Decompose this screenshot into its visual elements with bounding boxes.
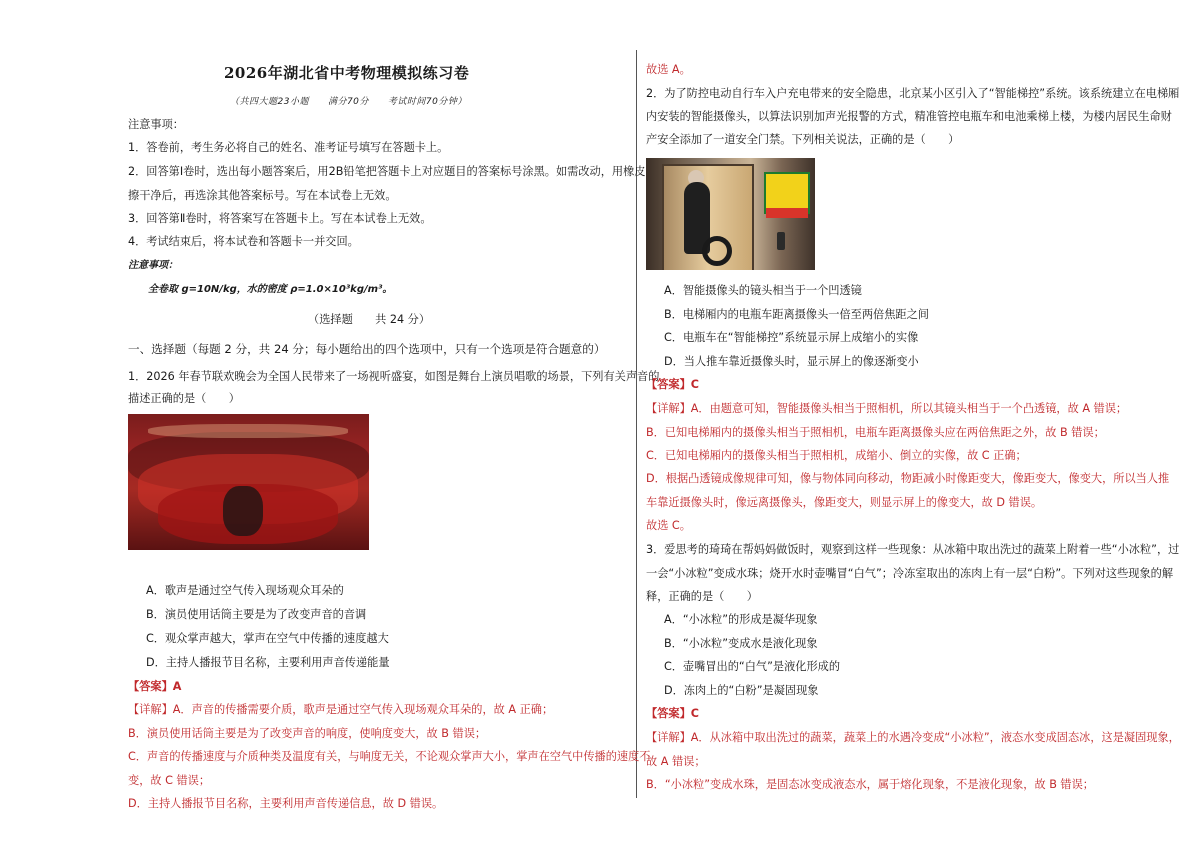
stage-photo: [128, 414, 369, 550]
q1-option-c: C．观众掌声越大，掌声在空气中传播的速度越大: [146, 632, 389, 645]
q2-detail-c: C．已知电梯厢内的摄像头相当于照相机，成缩小、倒立的实像，故 C 正确；: [646, 449, 1027, 462]
q3-option-c: C．壶嘴冒出的“白气”是液化形成的: [664, 660, 841, 673]
q3-detail-b: B．“小冰粒”变成水珠，是固态冰变成液态水，属于熔化现象，不是液化现象，故 B 错误；: [646, 778, 1094, 791]
q3-option-d: D．冻肉上的“白粉”是凝固现象: [664, 684, 819, 697]
section-header: （选择题 共 24 分）: [308, 313, 431, 326]
q1-option-d: D．主持人播报节目名称，主要利用声音传递能量: [146, 656, 390, 669]
q1-detail-b: B．演员使用话筒主要是为了改变声音的响度，使响度变大，故 B 错误；: [128, 727, 487, 740]
q2-option-d: D．当人推车靠近摄像头时，显示屏上的像逐渐变小: [664, 355, 919, 368]
q2-detail-b: B．已知电梯厢内的摄像头相当于照相机，电瓶车距离摄像头应在两倍焦距之外，故 B 错误；: [646, 426, 1105, 439]
q1-conclusion: 故选 A。: [646, 63, 691, 76]
note-2: 2．回答第Ⅰ卷时，选出每小题答案后，用2B铅笔把答题卡上对应题目的答案标号涂黑。如需改动，用橡皮: [128, 165, 646, 178]
q1-stem-line1: 1．2026 年春节联欢晚会为全国人民带来了一场视听盛宴，如图是舞台上演员唱歌的场景，下列有关声音的: [128, 370, 660, 383]
q1-option-a: A．歌声是通过空气传入现场观众耳朵的: [146, 584, 344, 597]
q1-detail-d: D．主持人播报节目名称，主要利用声音传递信息，故 D 错误。: [128, 797, 444, 810]
notes2-heading: 注意事项：: [128, 260, 178, 271]
q1-answer: 【答案】A: [128, 680, 182, 693]
q1-stem-line2: 描述正确的是（ ）: [128, 392, 240, 405]
constants-note: 全卷取 g=10N/kg，水的密度 ρ=1.0×10³kg/m³。: [148, 284, 393, 295]
q2-stem-line1: 2．为了防控电动自行车入户充电带来的安全隐患，北京某小区引入了“智能梯控”系统。该系统建立在电梯厢: [646, 87, 1180, 100]
section-title: 一、选择题（每题 2 分，共 24 分；每小题给出的四个选项中，只有一个选项是符合题意的）: [128, 342, 606, 356]
q2-stem-line3: 产安全添加了一道安全门禁。下列相关说法，正确的是（ ）: [646, 133, 960, 146]
notes-heading: 注意事项：: [128, 118, 184, 131]
q3-answer: 【答案】C: [646, 707, 699, 720]
exam-title: 2026年湖北省中考物理模拟练习卷: [224, 64, 470, 82]
note-1: 1．答卷前，考生务必将自己的姓名、准考证号填写在答题卡上。: [128, 141, 449, 154]
q3-stem-line3: 释，正确的是（ ）: [646, 590, 758, 603]
elevator-photo: [646, 158, 815, 270]
note-3: 3．回答第Ⅱ卷时，将答案写在答题卡上。写在本试卷上无效。: [128, 212, 432, 225]
q2-detail-d: D．根据凸透镜成像规律可知，像与物体同向移动，物距减小时像距变大，像距变大，像变大，所以当人推: [646, 472, 1170, 485]
q3-detail-a-cont: 故 A 错误；: [646, 755, 706, 768]
note-2-cont: 擦干净后，再选涂其他答案标号。写在本试卷上无效。: [128, 189, 397, 202]
note-4: 4．考试结束后，将本试卷和答题卡一并交回。: [128, 235, 359, 248]
q1-detail-c: C．声音的传播速度与介质种类及温度有关，与响度无关，不论观众掌声大小，掌声在空气中传播的速度不: [128, 750, 651, 763]
q2-answer: 【答案】C: [646, 378, 699, 391]
q2-option-a: A．智能摄像头的镜头相当于一个凹透镜: [664, 284, 862, 297]
q2-option-b: B．电梯厢内的电瓶车距离摄像头一倍至两倍焦距之间: [664, 308, 929, 321]
q3-option-b: B．“小冰粒”变成水是液化现象: [664, 637, 818, 650]
exam-subtitle: （共四大题23小题 满分70分 考试时间70分钟）: [230, 97, 467, 107]
q1-detail-c-cont: 变，故 C 错误；: [128, 774, 211, 787]
q2-conclusion: 故选 C。: [646, 519, 691, 532]
q3-stem-line2: 一会“小冰粒”变成水珠；烧开水时壶嘴冒“白气”；冷冻室取出的冻肉上有一层“白粉”。下列对这些现象的解: [646, 567, 1174, 580]
q1-detail-a: 【详解】A．声音的传播需要介质，歌声是通过空气传入现场观众耳朵的，故 A 正确；: [128, 703, 554, 716]
q3-detail-a: 【详解】A．从冰箱中取出洗过的蔬菜，蔬菜上的水遇冷变成“小冰粒”，液态水变成固态冰，这是凝固现象，: [646, 731, 1180, 744]
column-divider: [636, 50, 637, 798]
q2-detail-d-cont: 车靠近摄像头时，像远离摄像头，像距变大，则显示屏上的像变大，故 D 错误。: [646, 496, 1043, 509]
q2-option-c: C．电瓶车在“智能梯控”系统显示屏上成缩小的实像: [664, 331, 919, 344]
q3-stem-line1: 3．爱思考的琦琦在帮妈妈做饭时，观察到这样一些现象：从冰箱中取出洗过的蔬菜上附着一些“小冰粒”，过: [646, 543, 1180, 556]
q3-option-a: A．“小冰粒”的形成是凝华现象: [664, 613, 818, 626]
q2-detail-a: 【详解】A．由题意可知，智能摄像头相当于照相机，所以其镜头相当于一个凸透镜，故 A 错误；: [646, 402, 1128, 415]
q2-stem-line2: 内安装的智能摄像头，以算法识别加声光报警的方式，精准管控电瓶车和电池乘梯上楼，为楼内居民生命财: [646, 110, 1172, 123]
q1-option-b: B．演员使用话筒主要是为了改变声音的音调: [146, 608, 367, 621]
